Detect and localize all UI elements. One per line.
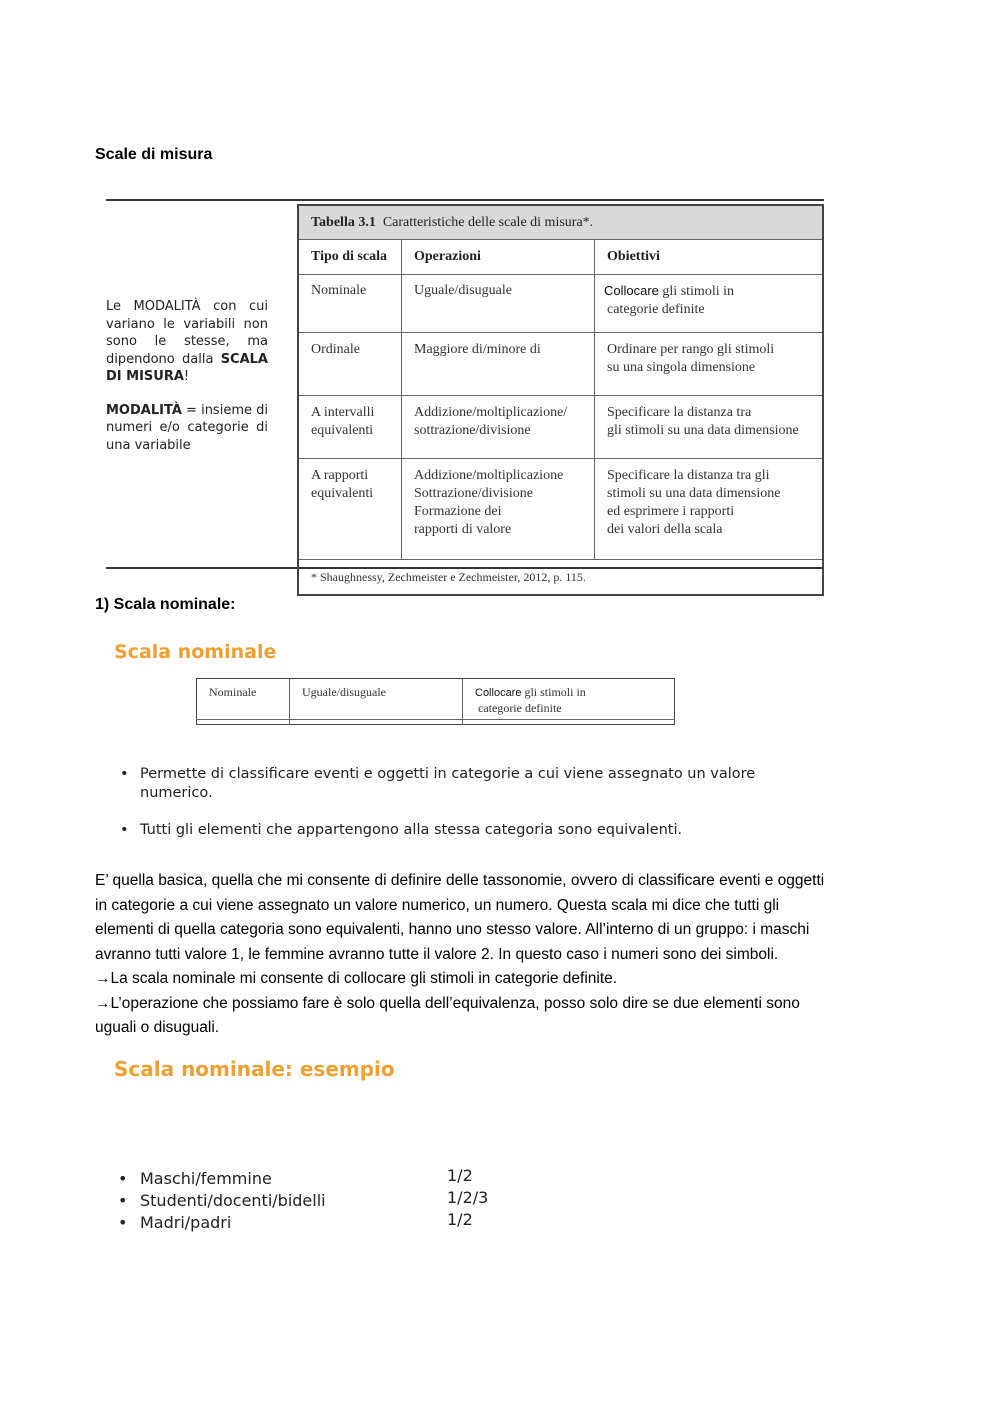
table-row	[197, 679, 675, 720]
list-item: • Tutti gli elementi che appartengono alla stessa categoria sono equivalenti.	[118, 821, 768, 840]
table-row	[298, 396, 823, 459]
side-note-paragraph-1: Le MODALITÀ con cui variano le variabili non sono le stesse, ma dipendono dalla SCALA DI MISURA!	[106, 299, 268, 384]
side-note	[106, 298, 268, 470]
cell-operazioni: Maggiore di/minore di	[402, 333, 595, 396]
table-caption: Tabella 3.1 Caratteristiche delle scale di misura*.	[298, 205, 823, 240]
cell-tipo: Ordinale	[298, 333, 402, 396]
table-3-1	[297, 204, 824, 596]
table-footnote: * Shaughnessy, Zechmeister e Zechmeister, 2012, p. 115.	[298, 560, 823, 596]
scala-nominale-table	[196, 678, 675, 725]
cell-operazioni: Addizione/moltiplicazione Sottrazione/divisione Formazione dei rapporti di valore	[402, 459, 595, 560]
cell-tipo: Nominale	[298, 275, 402, 333]
body-paragraph: E’ quella basica, quella che mi consente di definire delle tassonomie, ovvero di classificare eventi e oggetti in categorie a cui viene assegnato un valore numerico, un numero. Questa scala mi dice che tutti gli elementi di quella categoria sono equivalenti, hanno uno stesso valore. All’interno di un gruppo: i maschi avranno tutti valore 1, le femmine avranno tutte il valore 2. In questo caso i numeri sono dei simboli. →La scala nominale mi consente di collocare gli stimoli in categorie definite. →L’operazione che possiamo fare è solo quella dell’equivalenza, posso solo dire se due elementi sono uguali o disuguali.	[95, 872, 825, 1036]
list-item: • Permette di classificare eventi e oggetti in categorie a cui viene assegnato un valore numerico.	[118, 765, 768, 803]
cell-obiettivi: Ordinare per rango gli stimoli su una singola dimensione	[595, 333, 824, 396]
bullet-list-scala-nominale	[118, 765, 768, 840]
side-note-paragraph-2: MODALITÀ = insieme di numeri e/o categorie di una variabile	[106, 402, 268, 453]
header-tipo: Tipo di scala	[298, 240, 402, 275]
table-row	[298, 459, 823, 560]
slide-title-scala-nominale: Scala nominale	[114, 641, 277, 663]
slide-title-esempio: Scala nominale: esempio	[114, 1057, 395, 1081]
cell-obiettivi: Collocare gli stimoli in categorie definite	[463, 679, 675, 720]
cell-tipo: A rapporti equivalenti	[298, 459, 402, 560]
table-row	[298, 333, 823, 396]
document-page: Scale di misura Le MODALITÀ con cui variano le variabili non sono le stesse, ma dipendono dalla SCALA DI MISURA! MODALITÀ = insieme di numeri e/o categorie di una variabile Tabella 3.1 Caratteristiche delle scale di misura*. Tipo di scala Operazioni Obiettivi Nominale Uguale/disuguale Collocare gli stimoli in categorie definite Ordinale Maggiore di/minore di Ordinare per rango gli stimoli su una singola dimensione A intervalli equivalenti Addizione/moltiplicazione/ sottrazione/divisione Specificare la distanza tra gli stimoli su una data dimensione A rapporti equivalenti Addizione/moltiplicazione Sottrazione/divisione Formazione dei rapporti di valore Specificare la distanza tra gli stimoli su una data dimensione ed esprimere i rapporti dei valori della scala * Shaughnessy, Zechmeister e Zechmeister, 2012, p. 115. 1) Scala nominale: Scala nominale Nominale Uguale/disuguale Collocare gli stimoli in categorie definite • Permette di classificare eventi e oggetti in categorie a cui viene assegnato un valore numerico. • Tutti gli elementi che appartengono alla stessa categoria sono equivalenti. E’ quella basica, quella che mi consente di definire delle tassonomie, ovvero di classificare eventi e oggetti in categorie a cui viene assegnato un valore numerico, un numero. Questa scala mi dice che tutti gli elementi di quella categoria sono equivalenti, hanno uno stesso valore. All’interno di un gruppo: i maschi avranno tutti valore 1, le femmine avranno tutte il valore 2. In questo caso i numeri sono dei simboli. →La scala nominale mi consente di collocare gli stimoli in categorie definite. →L’operazione che possiamo fare è solo quella dell’equivalenza, posso solo dire se due elementi sono uguali o disuguali. Scala nominale: esempio • Maschi/femmine 1/2 • Studenti/docenti/bidelli 1/2/3 • Madri/padri 1/2	[0, 0, 1000, 1414]
cell-obiettivi: Specificare la distanza tra gli stimoli su una data dimensione	[595, 396, 824, 459]
table-row	[298, 275, 823, 333]
cell-tipo: A intervalli equivalenti	[298, 396, 402, 459]
table-caption-row	[298, 205, 823, 240]
header-obiettivi: Obiettivi	[595, 240, 824, 275]
figure-top-rule	[106, 199, 824, 201]
cell-operazioni: Addizione/moltiplicazione/ sottrazione/divisione	[402, 396, 595, 459]
section-heading-scale-di-misura: Scale di misura	[95, 146, 213, 163]
cell-obiettivi: Specificare la distanza tra gli stimoli su una data dimensione ed esprimere i rapporti dei valori della scala	[595, 459, 824, 560]
cell-tipo: Nominale	[209, 685, 257, 699]
table-footnote-row	[298, 560, 823, 596]
cell-obiettivi: Collocare gli stimoli in categorie definite	[595, 275, 824, 333]
table-header-row	[298, 240, 823, 275]
cell-operazioni: Uguale/disuguale	[290, 679, 463, 720]
header-operazioni: Operazioni	[402, 240, 595, 275]
section-heading-scala-nominale: 1) Scala nominale:	[95, 596, 236, 613]
cell-operazioni: Uguale/disuguale	[402, 275, 595, 333]
